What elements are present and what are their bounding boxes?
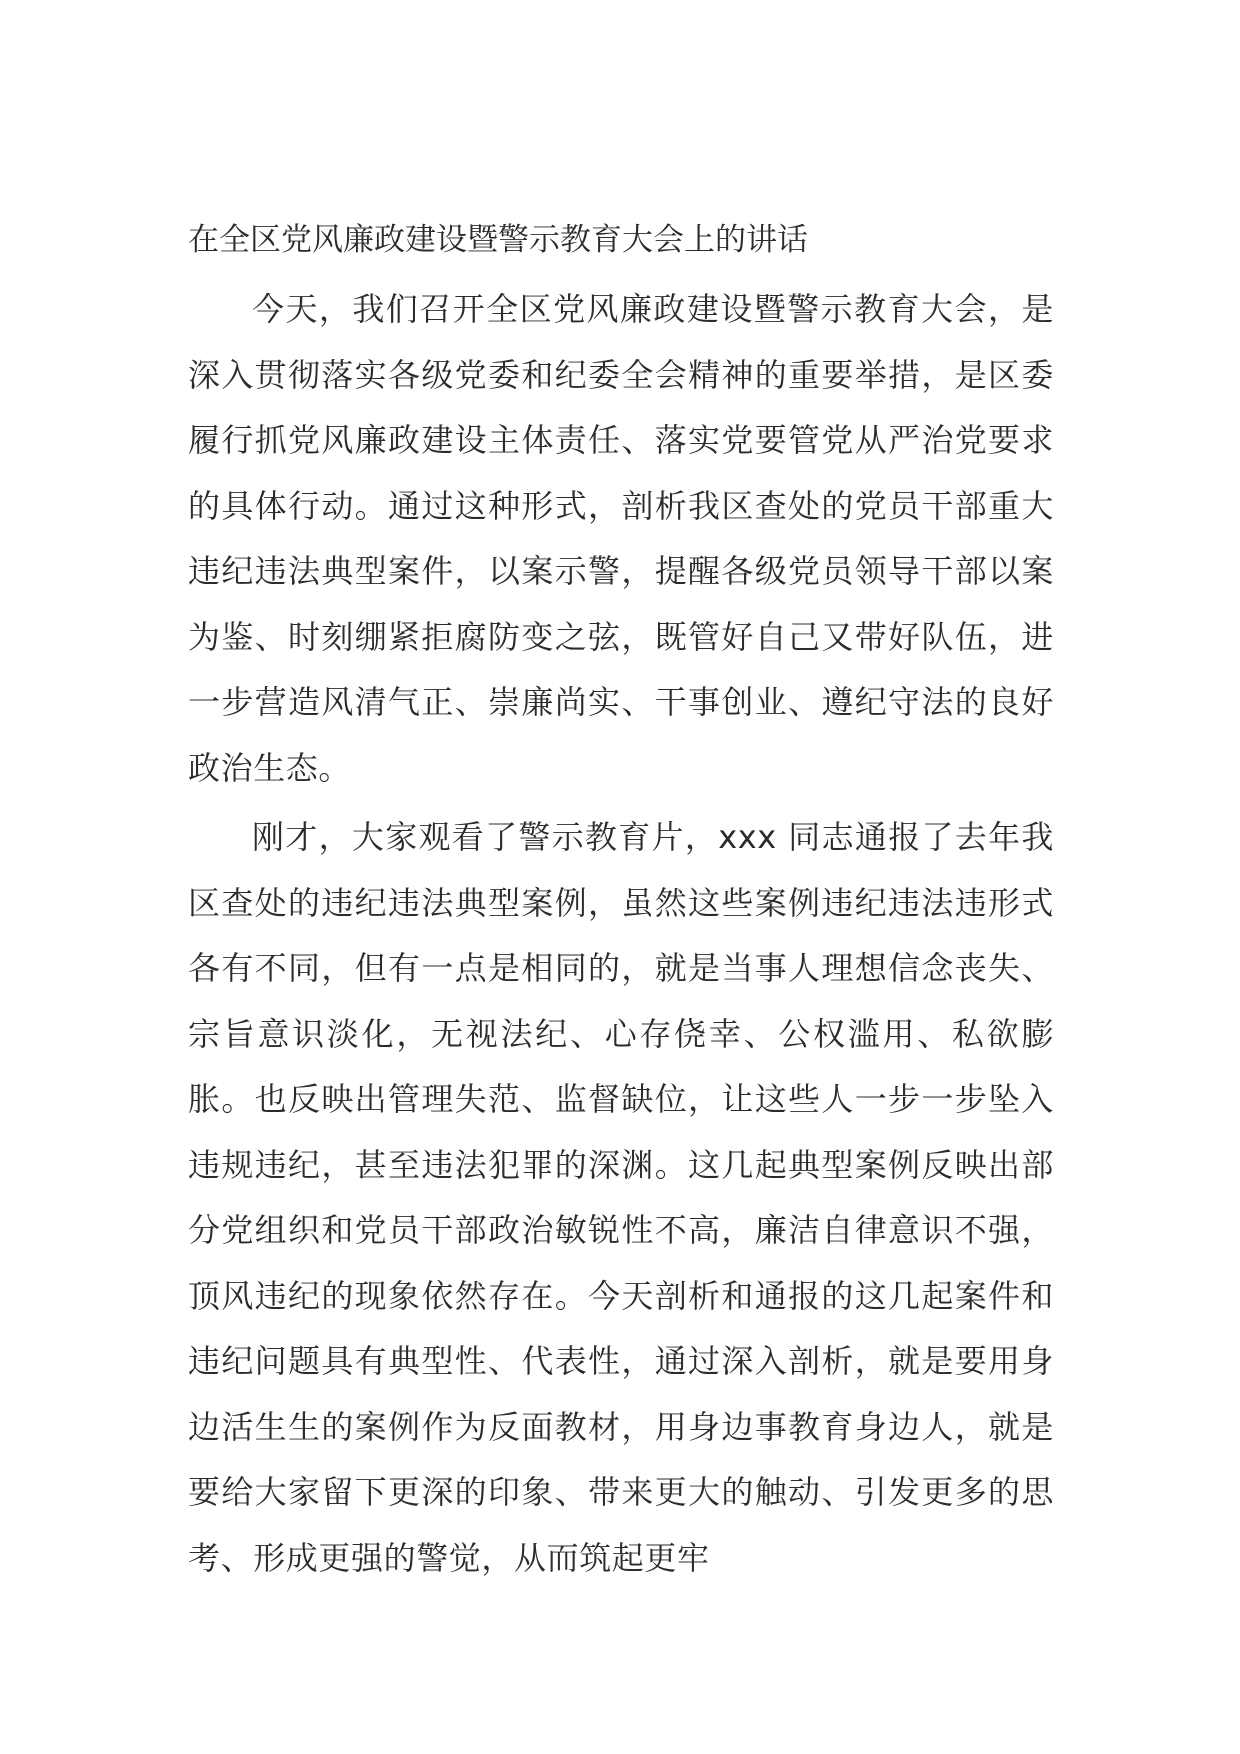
paragraph-opening: 今天，我们召开全区党风廉政建设暨警示教育大会，是深入贯彻落实各级党委和纪委全会精神的重要举措，是区委履行抓党风廉政建设主体责任、落实党要管党从严治党要求的具体行动。通过这种形式，剖析我区查处的党员干部重大违纪违法典型案件，以案示警，提醒各级党员领导干部以案为鉴、时刻绷紧拒腐防变之弦，既管好自己又带好队伍，进一步营造风清气正、崇廉尚实、干事创业、遵纪守法的良好政治生态。 bbox=[188, 290, 1054, 787]
paragraph-cases: 刚才，大家观看了警示教育片，xxx 同志通报了去年我区查处的违纪违法典型案例，虽然这些案例违纪违法违形式各有不同，但有一点是相同的，就是当事人理想信念丧失、宗旨意识淡化，无视法纪、心存侥幸、公权滥用、私欲膨胀。也反映出管理失范、监督缺位，让这些人一步一步坠入违规违纪，甚至违法犯罪的深渊。这几起典型案例反映出部分党组织和党员干部政治敏锐性不高，廉洁自律意识不强，顶风违纪的现象依然存在。今天剖析和通报的这几起案件和违纪问题具有典型性、代表性，通过深入剖析，就是要用身边活生生的案例作为反面教材，用身边事教育身边人，就是要给大家留下更深的印象、带来更大的触动、引发更多的思考、形成更强的警觉，从而筑起更牢 bbox=[188, 818, 1054, 1577]
document-body bbox=[188, 208, 1054, 1591]
document-title: 在全区党风廉政建设暨警示教育大会上的讲话 bbox=[188, 222, 808, 258]
